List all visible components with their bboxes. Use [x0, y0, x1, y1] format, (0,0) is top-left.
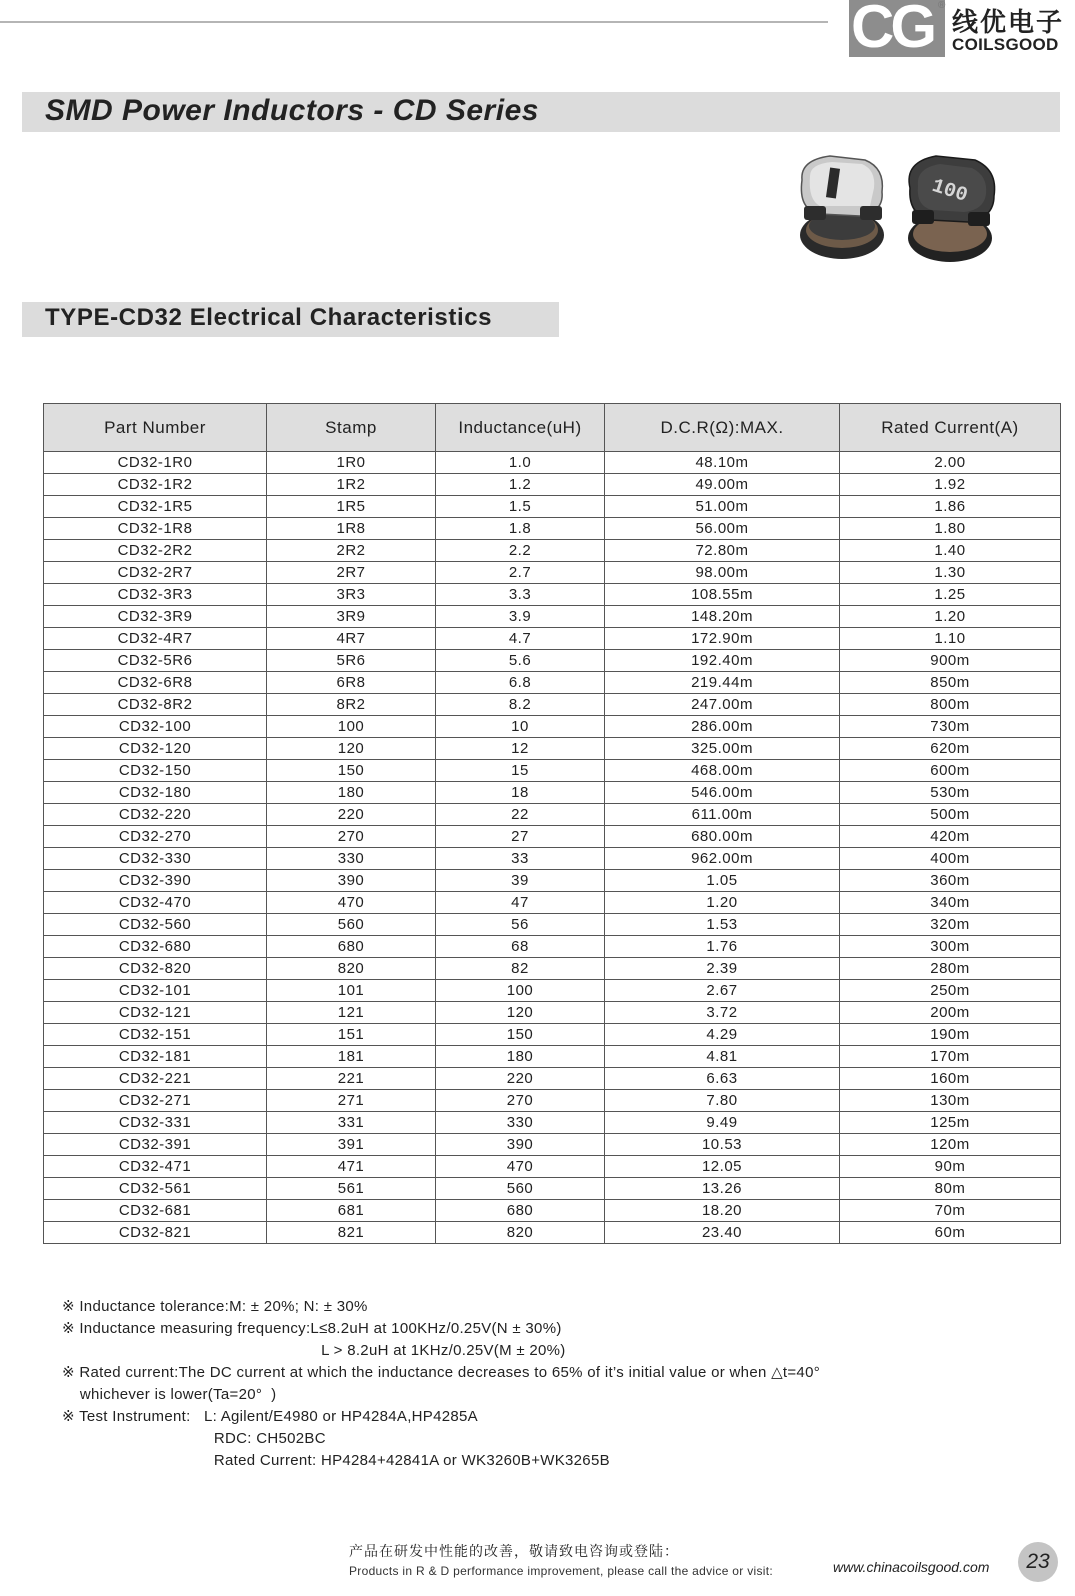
rated-current-cell: 120m [840, 1134, 1061, 1156]
table-row [44, 1002, 1061, 1024]
table-row [44, 870, 1061, 892]
dcr-cell: 286.00m [605, 716, 840, 738]
dcr-cell: 962.00m [605, 848, 840, 870]
dcr-cell: 219.44m [605, 672, 840, 694]
part-number-cell: CD32-3R9 [44, 606, 267, 628]
table-row [44, 936, 1061, 958]
rated-current-cell: 190m [840, 1024, 1061, 1046]
inductance-cell: 1.0 [436, 452, 605, 474]
stamp-cell: 2R2 [267, 540, 436, 562]
part-number-cell: CD32-101 [44, 980, 267, 1002]
stamp-cell: 330 [267, 848, 436, 870]
dcr-cell: 2.67 [605, 980, 840, 1002]
dcr-cell: 9.49 [605, 1112, 840, 1134]
note-line: ※ Test Instrument: L: Agilent/E4980 or HP4284A,HP4285A [62, 1408, 478, 1425]
inductance-cell: 680 [436, 1200, 605, 1222]
part-number-cell: CD32-560 [44, 914, 267, 936]
table-row [44, 958, 1061, 980]
table-row [44, 716, 1061, 738]
rated-current-cell: 250m [840, 980, 1061, 1002]
stamp-cell: 1R5 [267, 496, 436, 518]
part-number-cell: CD32-220 [44, 804, 267, 826]
dcr-cell: 546.00m [605, 782, 840, 804]
dcr-cell: 98.00m [605, 562, 840, 584]
table-row [44, 782, 1061, 804]
part-number-cell: CD32-180 [44, 782, 267, 804]
type-title: TYPE-CD32 Electrical Characteristics [45, 304, 493, 331]
rated-current-cell: 160m [840, 1068, 1061, 1090]
part-number-cell: CD32-330 [44, 848, 267, 870]
table-row [44, 518, 1061, 540]
inductance-cell: 120 [436, 1002, 605, 1024]
part-number-cell: CD32-680 [44, 936, 267, 958]
part-number-cell: CD32-820 [44, 958, 267, 980]
part-number-cell: CD32-4R7 [44, 628, 267, 650]
rated-current-cell: 300m [840, 936, 1061, 958]
column-header-rated-current: Rated Current(A) [840, 404, 1061, 452]
stamp-cell: 1R2 [267, 474, 436, 496]
dcr-cell: 7.80 [605, 1090, 840, 1112]
part-number-cell: CD32-1R0 [44, 452, 267, 474]
inductance-cell: 47 [436, 892, 605, 914]
rated-current-cell: 200m [840, 1002, 1061, 1024]
table-row [44, 826, 1061, 848]
table-row [44, 562, 1061, 584]
rated-current-cell: 90m [840, 1156, 1061, 1178]
inductance-cell: 33 [436, 848, 605, 870]
inductance-cell: 3.3 [436, 584, 605, 606]
stamp-cell: 180 [267, 782, 436, 804]
part-number-cell: CD32-471 [44, 1156, 267, 1178]
footer-text-cn: 产品在研发中性能的改善，敬请致电咨询或登陆： [349, 1544, 679, 1560]
rated-current-cell: 1.20 [840, 606, 1061, 628]
inductance-cell: 820 [436, 1222, 605, 1244]
part-number-cell: CD32-391 [44, 1134, 267, 1156]
table-row [44, 1222, 1061, 1244]
part-number-cell: CD32-2R2 [44, 540, 267, 562]
rated-current-cell: 60m [840, 1222, 1061, 1244]
inductance-cell: 56 [436, 914, 605, 936]
inductance-cell: 330 [436, 1112, 605, 1134]
table-row [44, 496, 1061, 518]
part-number-cell: CD32-100 [44, 716, 267, 738]
inductor-photo-stamped [908, 156, 995, 262]
inductor-photo-open [800, 156, 884, 259]
stamp-cell: 150 [267, 760, 436, 782]
inductance-cell: 1.8 [436, 518, 605, 540]
dcr-cell: 148.20m [605, 606, 840, 628]
header-rule [0, 21, 828, 23]
stamp-cell: 2R7 [267, 562, 436, 584]
rated-current-cell: 420m [840, 826, 1061, 848]
dcr-cell: 51.00m [605, 496, 840, 518]
table-row [44, 540, 1061, 562]
dcr-cell: 10.53 [605, 1134, 840, 1156]
part-number-cell: CD32-331 [44, 1112, 267, 1134]
rated-current-cell: 900m [840, 650, 1061, 672]
stamp-cell: 8R2 [267, 694, 436, 716]
inductance-cell: 220 [436, 1068, 605, 1090]
inductance-cell: 8.2 [436, 694, 605, 716]
footer-text-en: Products in R & D performance improvement, please call the advice or visit: [349, 1564, 774, 1578]
dcr-cell: 12.05 [605, 1156, 840, 1178]
table-row [44, 914, 1061, 936]
rated-current-cell: 1.40 [840, 540, 1061, 562]
rated-current-cell: 400m [840, 848, 1061, 870]
dcr-cell: 56.00m [605, 518, 840, 540]
part-number-cell: CD32-681 [44, 1200, 267, 1222]
stamp-cell: 391 [267, 1134, 436, 1156]
part-number-cell: CD32-120 [44, 738, 267, 760]
stamp-cell: 271 [267, 1090, 436, 1112]
registered-mark: ® [938, 0, 946, 11]
rated-current-cell: 280m [840, 958, 1061, 980]
stamp-cell: 390 [267, 870, 436, 892]
table-row [44, 892, 1061, 914]
table-row [44, 804, 1061, 826]
inductance-cell: 12 [436, 738, 605, 760]
stamp-cell: 6R8 [267, 672, 436, 694]
inductance-cell: 100 [436, 980, 605, 1002]
notes [62, 1296, 820, 1472]
part-number-cell: CD32-6R8 [44, 672, 267, 694]
note-line: ※ Inductance tolerance:M: ± 20%; N: ± 30% [62, 1298, 368, 1315]
dcr-cell: 325.00m [605, 738, 840, 760]
dcr-cell: 192.40m [605, 650, 840, 672]
part-number-cell: CD32-3R3 [44, 584, 267, 606]
part-number-cell: CD32-181 [44, 1046, 267, 1068]
dcr-cell: 49.00m [605, 474, 840, 496]
part-number-cell: CD32-8R2 [44, 694, 267, 716]
inductance-cell: 390 [436, 1134, 605, 1156]
dcr-cell: 1.76 [605, 936, 840, 958]
part-number-cell: CD32-561 [44, 1178, 267, 1200]
inductance-cell: 15 [436, 760, 605, 782]
rated-current-cell: 620m [840, 738, 1061, 760]
table-row [44, 760, 1061, 782]
table-row [44, 1090, 1061, 1112]
inductance-cell: 270 [436, 1090, 605, 1112]
brand-name-en: COILSGOOD [952, 35, 1059, 54]
part-number-cell: CD32-270 [44, 826, 267, 848]
rated-current-cell: 1.80 [840, 518, 1061, 540]
part-number-cell: CD32-221 [44, 1068, 267, 1090]
column-header-dcr: D.C.R(Ω):MAX. [605, 404, 840, 452]
rated-current-cell: 80m [840, 1178, 1061, 1200]
inductance-cell: 10 [436, 716, 605, 738]
table-row [44, 694, 1061, 716]
inductance-cell: 470 [436, 1156, 605, 1178]
stamp-cell: 560 [267, 914, 436, 936]
table-row [44, 1156, 1061, 1178]
note-line: RDC: CH502BC [62, 1430, 326, 1447]
column-header-inductance: Inductance(uH) [436, 404, 605, 452]
electrical-characteristics-table [43, 403, 1061, 1244]
stamp-cell: 470 [267, 892, 436, 914]
dcr-cell: 1.20 [605, 892, 840, 914]
stamp-cell: 331 [267, 1112, 436, 1134]
note-line: ※ Rated current:The DC current at which the inductance decreases to 65% of it’s initial value or when △t=40° [62, 1364, 821, 1381]
column-header-part-number: Part Number [44, 404, 267, 452]
table-body [44, 452, 1061, 1244]
note-line: ※ Inductance measuring frequency:L≤8.2uH at 100KHz/0.25V(N ± 30%) [62, 1320, 562, 1337]
table-header [44, 404, 1061, 452]
table-row [44, 1200, 1061, 1222]
inductance-cell: 150 [436, 1024, 605, 1046]
inductance-cell: 1.5 [436, 496, 605, 518]
part-number-cell: CD32-1R2 [44, 474, 267, 496]
rated-current-cell: 340m [840, 892, 1061, 914]
inductor-stamp-text: 100 [928, 174, 971, 208]
inductance-cell: 3.9 [436, 606, 605, 628]
table-row [44, 672, 1061, 694]
rated-current-cell: 1.86 [840, 496, 1061, 518]
table-row [44, 1134, 1061, 1156]
part-number-cell: CD32-151 [44, 1024, 267, 1046]
stamp-cell: 561 [267, 1178, 436, 1200]
rated-current-cell: 500m [840, 804, 1061, 826]
rated-current-cell: 320m [840, 914, 1061, 936]
part-number-cell: CD32-390 [44, 870, 267, 892]
rated-current-cell: 1.25 [840, 584, 1061, 606]
dcr-cell: 4.29 [605, 1024, 840, 1046]
inductance-cell: 27 [436, 826, 605, 848]
table-row [44, 628, 1061, 650]
stamp-cell: 680 [267, 936, 436, 958]
inductance-cell: 82 [436, 958, 605, 980]
rated-current-cell: 1.10 [840, 628, 1061, 650]
table-row [44, 1046, 1061, 1068]
stamp-cell: 820 [267, 958, 436, 980]
dcr-cell: 680.00m [605, 826, 840, 848]
rated-current-cell: 1.92 [840, 474, 1061, 496]
dcr-cell: 1.53 [605, 914, 840, 936]
part-number-cell: CD32-1R5 [44, 496, 267, 518]
table-row [44, 584, 1061, 606]
inductance-cell: 1.2 [436, 474, 605, 496]
table-row [44, 452, 1061, 474]
table-row [44, 1024, 1061, 1046]
stamp-cell: 221 [267, 1068, 436, 1090]
inductance-cell: 22 [436, 804, 605, 826]
stamp-cell: 471 [267, 1156, 436, 1178]
table-row [44, 1068, 1061, 1090]
stamp-cell: 181 [267, 1046, 436, 1068]
dcr-cell: 72.80m [605, 540, 840, 562]
note-line: L > 8.2uH at 1KHz/0.25V(M ± 20%) [62, 1342, 566, 1359]
rated-current-cell: 170m [840, 1046, 1061, 1068]
table-row [44, 980, 1061, 1002]
dcr-cell: 6.63 [605, 1068, 840, 1090]
part-number-cell: CD32-821 [44, 1222, 267, 1244]
stamp-cell: 4R7 [267, 628, 436, 650]
rated-current-cell: 125m [840, 1112, 1061, 1134]
brand-name-cn: 线优电子 [952, 8, 1065, 38]
note-line: Rated Current: HP4284+42841A or WK3260B+WK3265B [62, 1452, 610, 1469]
dcr-cell: 23.40 [605, 1222, 840, 1244]
rated-current-cell: 530m [840, 782, 1061, 804]
dcr-cell: 172.90m [605, 628, 840, 650]
table-row [44, 738, 1061, 760]
stamp-cell: 151 [267, 1024, 436, 1046]
stamp-cell: 220 [267, 804, 436, 826]
part-number-cell: CD32-150 [44, 760, 267, 782]
rated-current-cell: 730m [840, 716, 1061, 738]
dcr-cell: 247.00m [605, 694, 840, 716]
table-row [44, 650, 1061, 672]
dcr-cell: 48.10m [605, 452, 840, 474]
stamp-cell: 101 [267, 980, 436, 1002]
inductance-cell: 4.7 [436, 628, 605, 650]
inductance-cell: 560 [436, 1178, 605, 1200]
table-row [44, 474, 1061, 496]
dcr-cell: 611.00m [605, 804, 840, 826]
page-number: 23 [1018, 1542, 1058, 1582]
rated-current-cell: 1.30 [840, 562, 1061, 584]
dcr-cell: 3.72 [605, 1002, 840, 1024]
stamp-cell: 270 [267, 826, 436, 848]
inductance-cell: 2.2 [436, 540, 605, 562]
product-photos [790, 150, 1015, 275]
stamp-cell: 121 [267, 1002, 436, 1024]
stamp-cell: 5R6 [267, 650, 436, 672]
rated-current-cell: 850m [840, 672, 1061, 694]
stamp-cell: 3R3 [267, 584, 436, 606]
note-line: whichever is lower(Ta=20° ) [62, 1386, 277, 1403]
stamp-cell: 3R9 [267, 606, 436, 628]
stamp-cell: 681 [267, 1200, 436, 1222]
table-row [44, 606, 1061, 628]
stamp-cell: 1R8 [267, 518, 436, 540]
part-number-cell: CD32-2R7 [44, 562, 267, 584]
dcr-cell: 4.81 [605, 1046, 840, 1068]
rated-current-cell: 360m [840, 870, 1061, 892]
table-row [44, 1178, 1061, 1200]
rated-current-cell: 800m [840, 694, 1061, 716]
rated-current-cell: 70m [840, 1200, 1061, 1222]
part-number-cell: CD32-470 [44, 892, 267, 914]
dcr-cell: 13.26 [605, 1178, 840, 1200]
stamp-cell: 100 [267, 716, 436, 738]
inductance-cell: 5.6 [436, 650, 605, 672]
stamp-cell: 821 [267, 1222, 436, 1244]
inductance-cell: 39 [436, 870, 605, 892]
inductance-cell: 180 [436, 1046, 605, 1068]
logo-letters: CG [851, 0, 933, 60]
inductance-cell: 2.7 [436, 562, 605, 584]
rated-current-cell: 600m [840, 760, 1061, 782]
rated-current-cell: 130m [840, 1090, 1061, 1112]
table-row [44, 1112, 1061, 1134]
inductance-cell: 68 [436, 936, 605, 958]
rated-current-cell: 2.00 [840, 452, 1061, 474]
website-link[interactable]: www.chinacoilsgood.com [833, 1559, 990, 1575]
dcr-cell: 2.39 [605, 958, 840, 980]
inductance-cell: 6.8 [436, 672, 605, 694]
table-row [44, 848, 1061, 870]
part-number-cell: CD32-121 [44, 1002, 267, 1024]
dcr-cell: 18.20 [605, 1200, 840, 1222]
part-number-cell: CD32-271 [44, 1090, 267, 1112]
part-number-cell: CD32-5R6 [44, 650, 267, 672]
part-number-cell: CD32-1R8 [44, 518, 267, 540]
dcr-cell: 468.00m [605, 760, 840, 782]
dcr-cell: 108.55m [605, 584, 840, 606]
series-title: SMD Power Inductors - CD Series [45, 94, 539, 127]
stamp-cell: 1R0 [267, 452, 436, 474]
column-header-stamp: Stamp [267, 404, 436, 452]
dcr-cell: 1.05 [605, 870, 840, 892]
stamp-cell: 120 [267, 738, 436, 760]
inductance-cell: 18 [436, 782, 605, 804]
table-header-row [44, 404, 1061, 452]
